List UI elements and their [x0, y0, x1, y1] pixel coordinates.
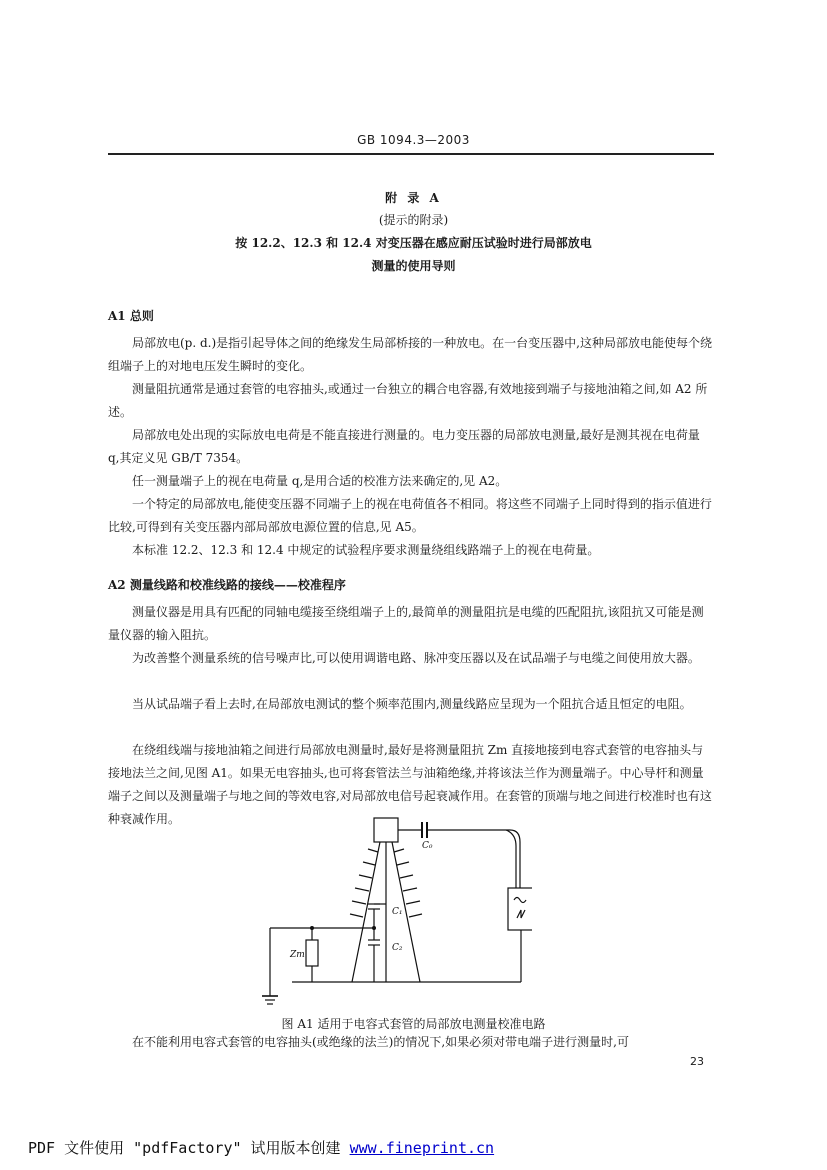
label-c1: C₁	[392, 907, 403, 917]
footer-text: PDF 文件使用 "pdfFactory" 试用版本创建	[28, 1139, 350, 1157]
pdf-footer	[28, 1137, 494, 1158]
header-rule	[108, 153, 714, 155]
annex-label: 附 录 A	[385, 191, 442, 205]
bushing-top-terminal	[374, 818, 398, 842]
annex-title-line2: 测量的使用导则	[371, 259, 456, 273]
measuring-impedance	[306, 940, 318, 966]
paragraph: 测量阻抗通常是通过套管的电容抽头,或通过一台独立的耦合电容器,有效地接到端子与接地油箱之间,如 A2 所述。	[108, 382, 708, 419]
annex-type: (提示的附录)	[378, 213, 449, 227]
annex-title-line1: 按 12.2、12.3 和 12.4 对变压器在感应耐压试验时进行局部放电	[235, 236, 592, 250]
footer-link[interactable]: www.fineprint.cn	[349, 1139, 495, 1157]
figure-caption: 图 A1 适用于电容式套管的局部放电测量校准电路	[281, 1017, 546, 1031]
paragraph: 本标准 12.2、12.3 和 12.4 中规定的试验程序要求测量绕组线路端子上的视在电荷量。	[132, 543, 600, 557]
section-heading-a2: A2 测量线路和校准线路的接线——校准程序	[108, 578, 346, 592]
label-zm: Zm	[290, 950, 305, 960]
figure-a1-circuit-diagram	[262, 800, 532, 1005]
paragraph: 在不能利用电容式套管的电容抽头(或绝缘的法兰)的情况下,如果必须对带电端子进行测量时,可	[132, 1035, 629, 1049]
paragraph: 一个特定的局部放电,能使变压器不同端子上的视在电荷值各不相同。将这些不同端子上同时得到的指示值进行比较,可得到有关变压器内部局部放电源位置的信息,见 A5。	[108, 497, 712, 534]
paragraph: 为改善整个测量系统的信号噪声比,可以使用调谐电路、脉冲变压器以及在试品端子与电缆之间使用放大器。	[132, 651, 700, 665]
page-number: 23	[690, 1055, 704, 1068]
paragraph: 任一测量端子上的视在电荷量 q,是用合适的校准方法来确定的,见 A2。	[132, 474, 508, 488]
paragraph: 局部放电(p. d.)是指引起导体之间的绝缘发生局部桥接的一种放电。在一台变压器中,这种局部放电能使每个绕组端子上的对地电压发生瞬时的变化。	[108, 336, 712, 373]
calibration-generator	[508, 888, 532, 930]
label-c2: C₂	[392, 943, 403, 953]
label-c0: C₀	[422, 841, 433, 851]
paragraph: 在绕组线端与接地油箱之间进行局部放电测量时,最好是将测量阻抗 Zm 直接地接到电容式套管的电容抽头与接地法兰之间,见图 A1。如果无电容抽头,也可将套管法兰与油箱绝缘,并将该法兰作为测量端子。中心导杆和测量端子之间以及测量端子与地之间的等效电容,对局部放电信号起衰减作用。在套管的顶端与地之间进行校准时也有这种衰减作用。	[108, 743, 712, 826]
section-heading-a1: A1 总则	[108, 309, 154, 323]
paragraph: 测量仪器是用具有匹配的同轴电缆接至绕组端子上的,最简单的测量阻抗是电缆的匹配阻抗,该阻抗又可能是测量仪器的输入阻抗。	[108, 605, 704, 642]
paragraph: 局部放电处出现的实际放电电荷是不能直接进行测量的。电力变压器的局部放电测量,最好是测其视在电荷量 q,其定义见 GB/T 7354。	[108, 428, 700, 465]
paragraph: 当从试品端子看上去时,在局部放电测试的整个频率范围内,测量线路应呈现为一个阻抗合适且恒定的电阻。	[132, 697, 692, 711]
document-header: GB 1094.3—2003	[357, 133, 470, 147]
